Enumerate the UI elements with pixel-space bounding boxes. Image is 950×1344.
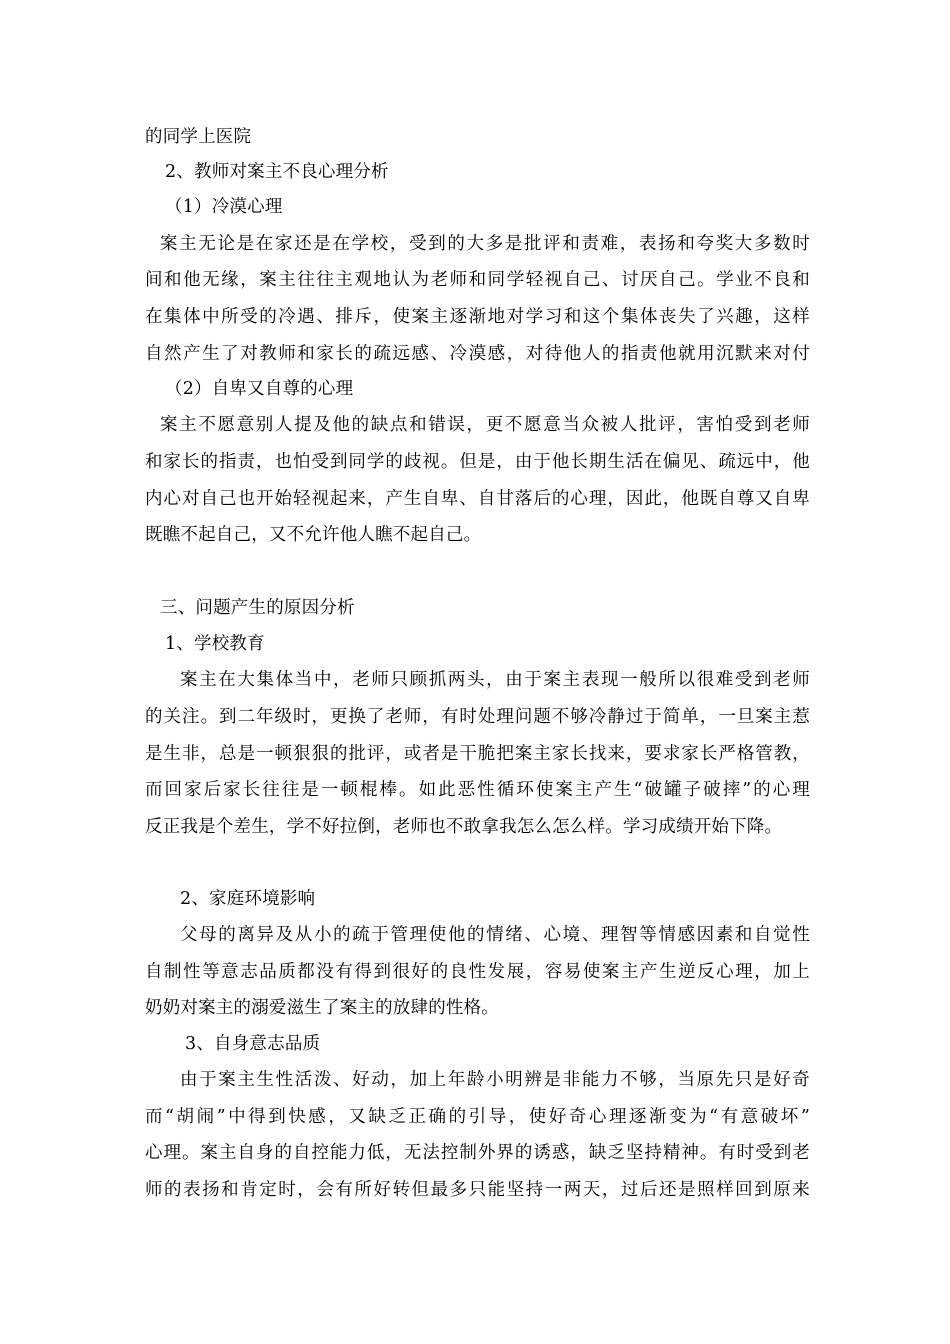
text-line: 反正我是个差生，学不好拉倒，老师也不敢拿我怎么怎么样。学习成绩开始下降。 [145, 817, 783, 837]
text-line: 案主不愿意别人提及他的缺点和错误，更不愿意当众被人批评，害怕受到老师 [160, 415, 810, 435]
text-line: 间和他无缘，案主往往主观地认为老师和同学轻视自己、讨厌自己。学业不良和 [145, 270, 810, 290]
text-line: 案主无论是在家还是在学校，受到的大多是批评和责难，表扬和夸奖大多数时 [160, 234, 810, 254]
text-line: 奶奶对案主的溺爱滋生了案主的放肆的性格。 [145, 998, 499, 1018]
section-heading: 三、问题产生的原因分析 [160, 598, 355, 618]
text-line: 案主在大集体当中，老师只顾抓两头，由于案主表现一般所以很难受到老师 [180, 670, 810, 690]
text-line: 由于案主生性活泼、好动，加上年龄小明辨是非能力不够，当原先只是好奇 [180, 1070, 810, 1090]
subheading: 3、自身意志品质 [185, 1034, 321, 1054]
subheading: （2）自卑又自尊的心理 [165, 379, 354, 399]
text-line: 内心对自己也开始轻视起来，产生自卑、自甘落后的心理，因此，他既自尊又自卑 [145, 489, 810, 509]
subheading: 1、学校教育 [165, 634, 265, 654]
text-line: 是生非，总是一顿狠狠的批评，或者是干脆把案主家长找来，要求家长严格管教， [145, 744, 810, 764]
text-line: 心理。案主自身的自控能力低，无法控制外界的诱惑，缺乏坚持精神。有时受到老 [145, 1143, 810, 1163]
subheading: 2、教师对案主不良心理分析 [165, 162, 389, 182]
text-line: 自然产生了对教师和家长的疏远感、冷漠感，对待他人的指责他就用沉默来对付 [145, 344, 810, 364]
text-line: 和家长的指责，也怕受到同学的歧视。但是，由于他长期生活在偏见、疏远中，他 [145, 452, 810, 472]
text-line: 而“胡闹”中得到快感，又缺乏正确的引导，使好奇心理逐渐变为“有意破坏” [145, 1107, 810, 1127]
text-line: 师的表扬和肯定时，会有所好转但最多只能坚持一两天，过后还是照样回到原来 [145, 1180, 810, 1200]
subheading: 2、家庭环境影响 [180, 889, 316, 909]
text-line: 既瞧不起自己，又不允许他人瞧不起自己。 [145, 525, 482, 545]
text-line: 自制性等意志品质都没有得到很好的良性发展，容易使案主产生逆反心理，加上 [145, 962, 810, 982]
text-line: 而回家后家长往往是一顿棍棒。如此恶性循环使案主产生“破罐子破摔”的心理 [145, 780, 810, 800]
text-line: 的同学上医院 [145, 127, 252, 147]
subheading: （1）冷漠心理 [165, 197, 283, 217]
text-line: 父母的离异及从小的疏于管理使他的情绪、心境、理智等情感因素和自觉性 [180, 925, 810, 945]
text-line: 在集体中所受的冷遇、排斥，使案主逐渐地对学习和这个集体丧失了兴趣，这样 [145, 307, 810, 327]
text-line: 的关注。到二年级时，更换了老师，有时处理问题不够冷静过于简单，一旦案主惹 [145, 707, 810, 727]
